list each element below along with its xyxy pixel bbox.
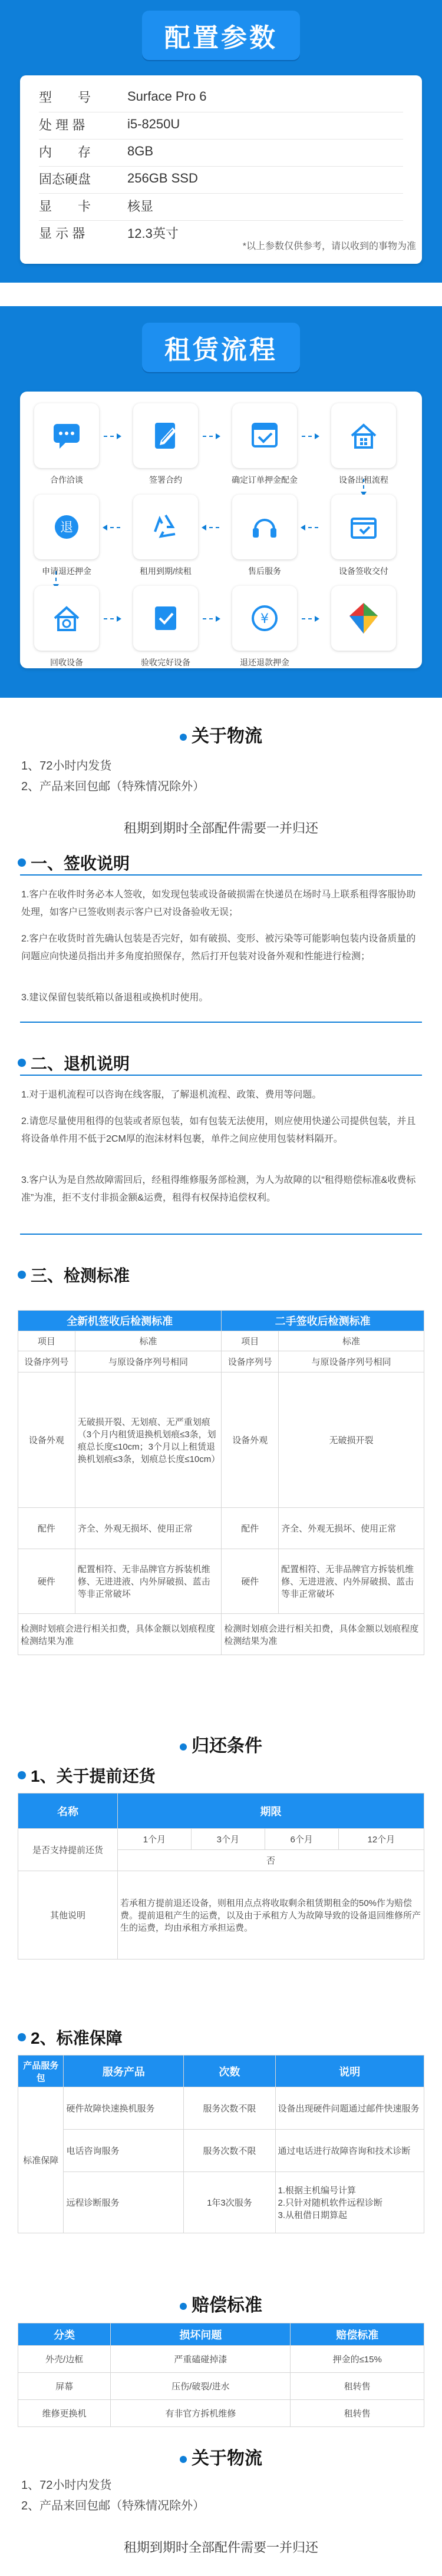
flow-step [131,586,200,668]
flow-label: 确定订单押金配金 [232,475,298,485]
table-cell: 6个月 [265,1829,338,1850]
table-cell: 电话咨询服务 [64,2130,184,2172]
spec-value: 8GB [127,144,154,158]
flow-step [329,495,398,577]
flow-label: 申请退还押金 [42,566,91,576]
flow-arrow [104,527,120,528]
early-return-table [18,1793,424,1960]
svg-text:¥: ¥ [260,612,269,626]
table-cell: 维修更换机 [18,2400,111,2427]
logistics-item: 1、72小时内发货 [21,2479,112,2492]
flow-label: 售后服务 [248,566,281,576]
table-col-header: 项目 [222,1331,279,1351]
refund-icon [34,495,99,559]
table-col-header: 项目 [18,1331,75,1351]
divider [20,1075,422,1076]
spec-value: 核显 [127,198,154,214]
divider [20,1022,422,1023]
table-cell: 通过电话进行故障咨询和技术诊断 [275,2130,424,2172]
chat-icon [34,403,99,468]
table-cell: 检测时划痕会进行相关扣费，具体金额以划痕程度检测结果为准 [18,1614,222,1655]
table-cell: 其他说明 [18,1871,118,1960]
table-cell: 否 [118,1850,424,1871]
headset-icon [232,495,297,559]
table-cell: 硬件故障快速换机服务 [64,2087,184,2130]
table-cell: 配置相符、无非品牌官方拆装机维修、无进进液、内外屏破损、蓝击等非正常破坏 [75,1549,222,1614]
spec-row [39,193,403,217]
config-title: 配置参数 [0,11,442,60]
spec-value: 12.3英寸 [127,226,179,241]
spec-key: 显 卡 [39,198,91,214]
flow-step [131,495,200,577]
table-cell: 远程诊断服务 [64,2172,184,2233]
early-return-title: 1、关于提前还货 [18,1763,156,1787]
table-cell: 设备序列号 [18,1351,75,1372]
table-cell: 硬件 [18,1549,75,1614]
flow-arrow [302,436,318,437]
table-cell: 无破损开裂、无划痕、无严重划痕（3个月内租赁退换机划痕≤3条，划痕总长度≤10cm；3个月以上租赁退换机划痕≤3条，划痕总长度≤10cm） [75,1372,222,1508]
order-icon [232,403,297,468]
logistics-item: 1、72小时内发货 [21,760,112,773]
logistics-title-2: 关于物流 [0,2444,442,2469]
table-cell: 有非官方拆机维修 [111,2400,291,2427]
standard-guarantee-title: 2、标准保障 [18,2025,123,2049]
logistics-note: 租期到期时全部配件需要一并归还 [123,2540,318,2555]
spec-row [39,166,403,190]
logo-icon [331,586,396,651]
flow-arrow [302,527,318,528]
flow-card [20,392,422,668]
table-cell: 1.根据主机编号计算 2.只针对随机软件远程诊断 3.从租借日期算起 [275,2172,424,2233]
spec-value: Surface Pro 6 [127,89,207,104]
table-cell: 配件 [18,1508,75,1549]
flow-label: 退还退款押金 [240,658,289,667]
flow-arrow [203,618,219,619]
table-cell: 齐全、外观无损坏、使用正常 [279,1508,424,1549]
spec-row [39,85,403,108]
flow-step [230,403,299,486]
table-header: 分类 [18,2323,111,2346]
spec-note: *以上参数仅供参考，请以收到的事物为准 [242,241,416,251]
table-header: 损坏问题 [111,2323,291,2346]
table-cell: 服务次数不限 [184,2087,275,2130]
contract-icon [133,403,198,468]
logistics-item: 2、产品来回包邮（特殊情况除外） [21,2499,205,2512]
table-header: 说明 [275,2056,424,2087]
table-cell: 设备出现硬件问题通过邮件快速服务 [275,2087,424,2130]
recycle-icon [133,495,198,559]
table-cell: 配置相符、无非品牌官方拆装机维修、无进进液、内外屏破损、蓝击等非正常破坏 [279,1549,424,1614]
flow-arrow [203,527,219,528]
table-col-header: 标准 [279,1331,424,1351]
table-cell: 无破损开裂 [279,1372,424,1508]
table-header: 期限 [118,1793,424,1829]
table-cell: 设备序列号 [222,1351,279,1372]
returns-paragraph: 3.客户认为是自然故障需回后，经租得维修服务部检测，为人为故障的以“租得赔偿标准&收费标准”为准，拒不支付非损金额&运费，租得有权保持追偿权利。 [21,1175,416,1203]
spec-value: i5-8250U [127,117,180,131]
svg-text:退: 退 [60,520,74,535]
flow-arrow [55,571,57,588]
table-cell: 若承租方提前退还设备，则租用点点将收取剩余租赁期租金的50%作为赔偿费。提前退租产生的运费，以及由于承租方人为故障导致的设备退回维修所产生的运费，均由承租方承担运费。 [118,1871,424,1960]
spec-key: 显 示 器 [39,226,85,241]
table-cell: 押金的≤15% [291,2346,424,2373]
table-cell: 1个月 [118,1829,192,1850]
process-title: 租赁流程 [0,323,442,372]
flow-step [329,403,398,486]
table-cell: 标准保障 [18,2087,64,2233]
receipt-paragraph: 1.客户在收件时务必本人签收，如发现包装或设备破损需在快递员在场时马上联系租得客服协助处理，如客户已签收则表示客户已对设备验收无误； [21,890,416,917]
table-cell: 硬件 [222,1549,279,1614]
flow-arrow [363,479,364,495]
table-cell: 设备外观 [222,1372,279,1508]
flow-label: 回收设备 [50,658,83,667]
flow-arrow [104,618,120,619]
table-cell: 齐全、外观无损坏、使用正常 [75,1508,222,1549]
home-recycle-icon [34,586,99,651]
compensation-title: 赔偿标准 [0,2290,442,2316]
logistics-note: 租期到期时全部配件需要一并归还 [123,821,318,836]
guarantee-table [18,2055,424,2233]
table-cell: 外壳/边框 [18,2346,111,2373]
table-cell: 1年3次服务 [184,2172,275,2233]
flow-label: 设备出租流程 [339,475,388,485]
flow-step [131,403,200,486]
flow-step [32,403,101,486]
table-header: 全新机签收后检测标准 [18,1311,222,1331]
spec-key: 处 理 器 [39,117,85,132]
table-cell: 租转售 [291,2400,424,2427]
returns-title: 二、退机说明 [18,1051,130,1075]
table-cell: 租转售 [291,2373,424,2400]
flow-arrow [302,618,318,619]
spec-key: 内 存 [39,144,91,160]
flow-step [32,495,101,577]
return-cond-title: 归还条件 [0,1731,442,1757]
spec-row [39,139,403,163]
table-cell: 与原设备序列号相同 [75,1351,222,1372]
flow-step [329,586,398,657]
receipt-paragraph: 3.建议保留包装纸箱以备退租或换机时使用。 [21,993,209,1003]
flow-arrow [203,436,219,437]
returns-paragraph: 1.对于退机流程可以咨询在线客服，了解退机流程、政策、费用等问题。 [21,1090,322,1100]
inspection-title: 三、检测标准 [18,1263,130,1287]
table-cell: 是否支持提前还货 [18,1829,118,1871]
house-icon [331,403,396,468]
flow-label: 设备签收交付 [339,566,388,576]
divider [20,1234,422,1235]
table-header: 赔偿标准 [291,2323,424,2346]
spec-key: 固态硬盘 [39,171,91,187]
flow-step [230,495,299,577]
table-cell: 服务次数不限 [184,2130,275,2172]
spec-card [20,75,422,264]
flow-label: 验收完好设备 [141,658,190,667]
inspection-table [18,1310,424,1655]
table-header: 服务产品 [64,2056,184,2087]
table-header: 二手签收后检测标准 [222,1311,424,1331]
flow-arrow [104,436,120,437]
logistics-title: 关于物流 [0,721,442,747]
table-cell: 设备外观 [18,1372,75,1508]
yen-icon [232,586,297,651]
compensation-table [18,2323,424,2427]
table-cell: 3个月 [191,1829,265,1850]
table-cell: 压伤/破裂/进水 [111,2373,291,2400]
table-col-header: 标准 [75,1331,222,1351]
table-cell: 严重磕碰掉漆 [111,2346,291,2373]
receipt-paragraph: 2.客户在收货时首先确认包装是否完好，如有破损、变形、被污染等可能影响包装内设备质量的问题应向快递员指出并多角度拍照保存，然后打开包装对设备外观和性能进行检测； [21,934,416,962]
table-header: 产品服务包 [18,2056,64,2087]
delivery-icon [331,495,396,559]
table-cell: 与原设备序列号相同 [279,1351,424,1372]
spec-row [39,112,403,136]
table-cell: 配件 [222,1508,279,1549]
flow-label: 合作洽谈 [50,475,83,485]
flow-label: 租用到期/续租 [140,566,192,576]
flow-step [32,586,101,668]
flow-label: 签署合约 [149,475,182,485]
spec-value: 256GB SSD [127,171,198,185]
table-cell: 12个月 [338,1829,424,1850]
check-icon [133,586,198,651]
flow-step [230,586,299,668]
logistics-item: 2、产品来回包邮（特殊情况除外） [21,780,205,793]
divider [20,874,422,876]
table-header: 名称 [18,1793,118,1829]
spec-key: 型 号 [39,89,91,105]
table-cell: 检测时划痕会进行相关扣费，具体金额以划痕程度检测结果为准 [222,1614,424,1655]
table-header: 次数 [184,2056,275,2087]
returns-paragraph: 2.请您尽量使用租得的包装或者原包装，如有包装无法使用，则应使用快递公司提供包装，并且将设备单件用不低于2CM厚的泡沫材料包裹，单件之间应使用包装材料隔开。 [21,1116,416,1144]
receipt-title: 一、签收说明 [18,851,130,874]
table-cell: 屏幕 [18,2373,111,2400]
